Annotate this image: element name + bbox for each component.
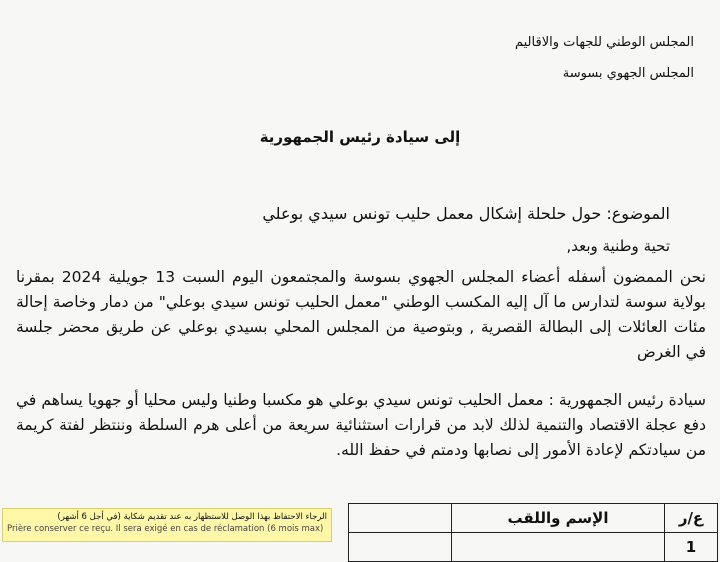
row-number: 1: [665, 533, 718, 562]
header-signature: [349, 504, 452, 533]
letter-greeting: تحية وطنية وبعد,: [566, 237, 670, 255]
row-signature: [349, 533, 452, 562]
paragraph-intro: نحن الممضون أسفله أعضاء المجلس الجهوي بسوسة والمجتمعون اليوم السبت 13 جويلية 2024 بمقرنا بولاية سوسة لتدارس ما آل إليه المكسب الوطني "معمل الحليب تونس سيدي بوعلي" من دمار وخاصة إحالة مئات العائلات إلى البطالة القصرية , وبتوصية من المجلس المحلي بسيدي بوعلي عن طريق محضر جلسة في الغرض: [16, 268, 706, 361]
table-row: [349, 533, 718, 562]
header-name: الإسم واللقب: [452, 504, 665, 533]
letter-title: إلى سيادة رئيس الجمهورية: [259, 128, 461, 146]
row-name: [452, 533, 665, 562]
stamp-french-text: Prière conserver ce reçu. Il sera exigé en cas de réclamation (6 mois max): [7, 524, 324, 534]
table-header-row: [349, 504, 718, 533]
letter-subject: الموضوع: حول حلحلة إشكال معمل حليب تونس سيدي بوعلي: [262, 204, 670, 223]
receipt-stamp: [2, 508, 332, 542]
header-council-national: المجلس الوطني للجهات والاقاليم: [514, 35, 694, 50]
stamp-arabic-text: الرجاء الاحتفاظ بهذا الوصل للاستظهار به عند تقديم شكاية (في أجل 6 أشهر): [57, 512, 327, 522]
paragraph-request: سيادة رئيس الجمهورية : معمل الحليب تونس سيدي بوعلي هو مكسبا وطنيا وليس محليا أو جهويا يساهم في دفع عجلة الاقتصاد والتنمية لذلك لابد من قرارات استثنائية سريعة من أعلى هرم السلطة وننتظر لفتة كريمة من سيادتكم لإعادة الأمور إلى نصابها ودمتم في حفظ الله.: [16, 391, 706, 459]
signatories-table: [348, 503, 718, 562]
header-council-regional: المجلس الجهوي بسوسة: [562, 66, 694, 81]
header-number: ع/ر: [665, 504, 718, 533]
